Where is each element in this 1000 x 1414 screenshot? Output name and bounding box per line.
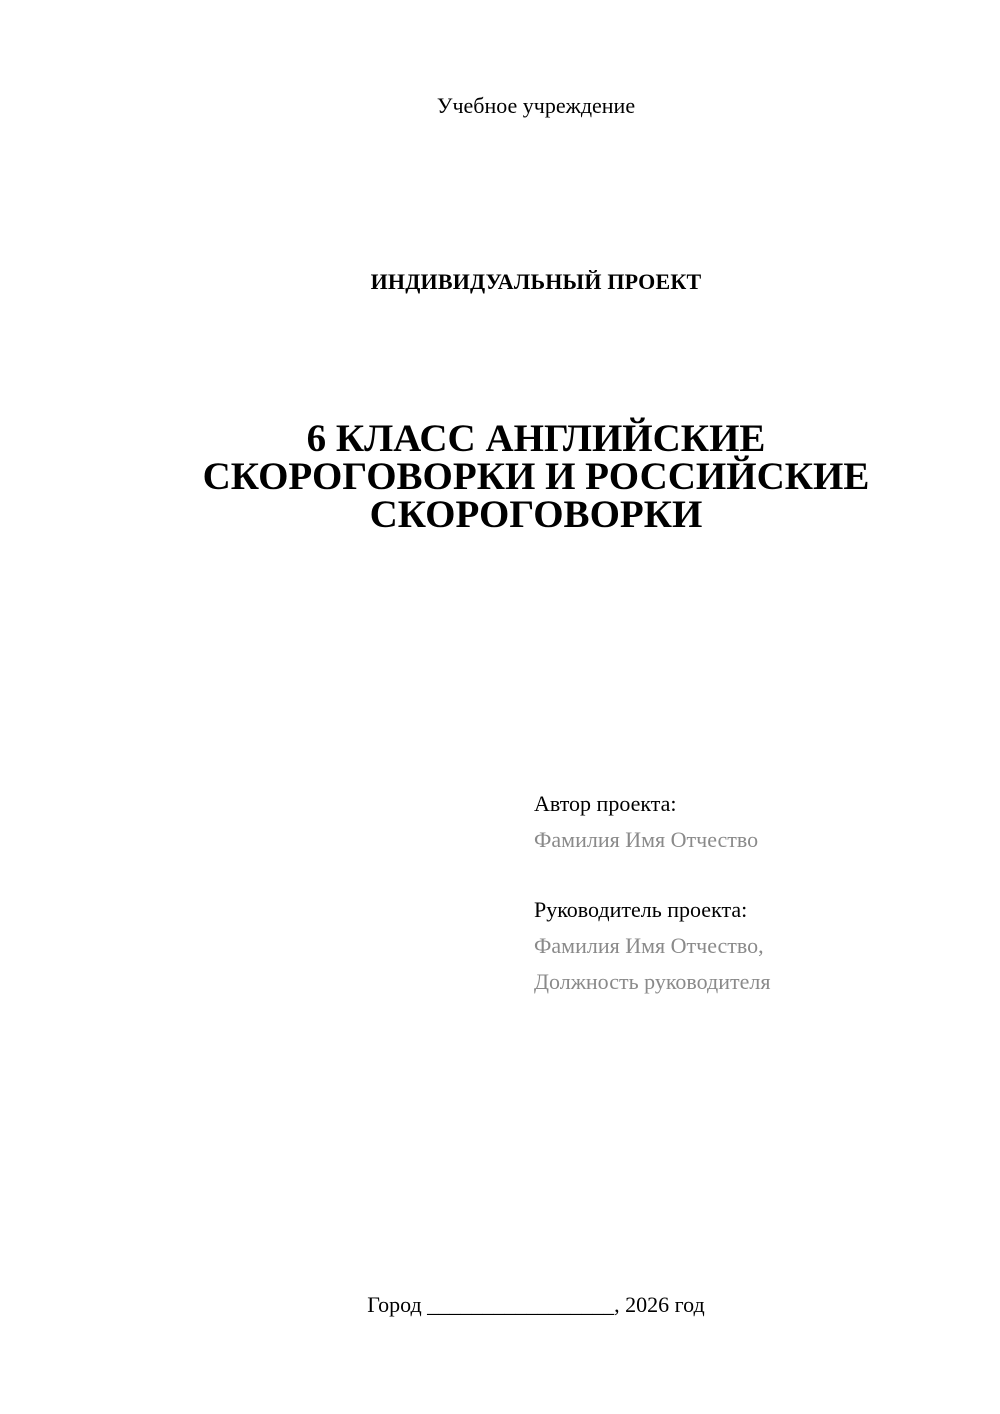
project-title-line: СКОРОГОВОРКИ: [369, 493, 703, 536]
project-title-line: 6 КЛАСС АНГЛИЙСКИЕ: [306, 417, 766, 460]
project-title-line: СКОРОГОВОРКИ И РОССИЙСКИЕ: [202, 455, 870, 498]
supervisor-name: Фамилия Имя Отчество,: [534, 933, 764, 958]
project-title: [150, 417, 922, 536]
author-label: Автор проекта:: [534, 791, 677, 816]
institution-name: Учебное учреждение: [436, 93, 636, 118]
author-block: [534, 786, 954, 858]
city-year-footer: Город _________________, 2026 год: [367, 1292, 705, 1317]
supervisor-position: Должность руководителя: [534, 969, 771, 994]
author-name: Фамилия Имя Отчество: [534, 827, 759, 852]
supervisor-label: Руководитель проекта:: [534, 897, 748, 922]
project-type-heading: ИНДИВИДУАЛЬНЫЙ ПРОЕКТ: [370, 269, 702, 294]
supervisor-block: [534, 892, 954, 1000]
